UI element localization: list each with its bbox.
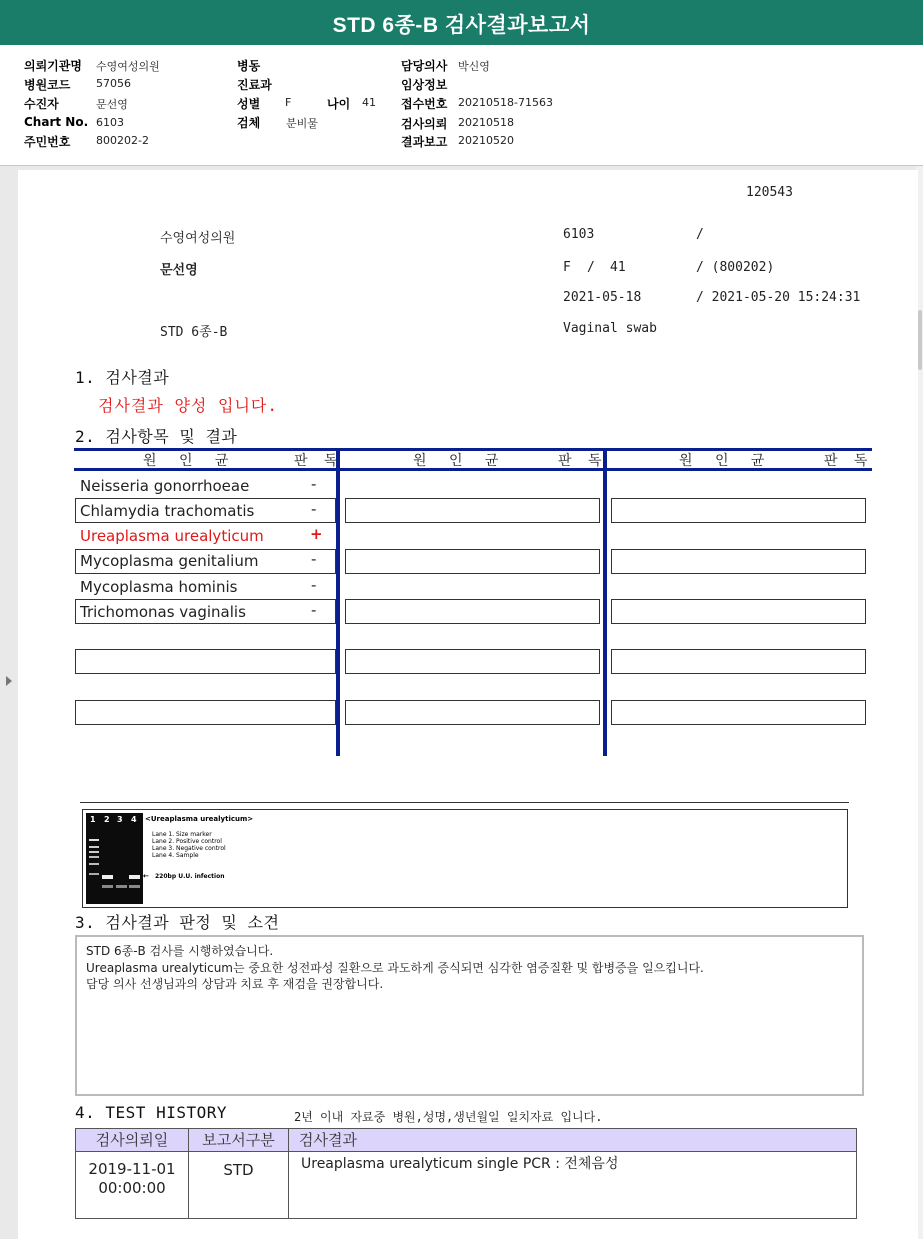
gel-legend: Lane 4. Sample [152, 852, 199, 859]
report-birth: / (800202) [696, 260, 775, 275]
header-value-chart-no: 6103 [96, 116, 124, 129]
result-row-box [611, 700, 866, 725]
opinion-line: Ureaplasma urealyticum는 중요한 성전파성 질환으로 과도하게 증식되면 심각한 염증질환 및 합병증을 일으킵니다. [86, 961, 704, 975]
header-label-receipt-no: 접수번호 [401, 97, 448, 111]
header-label-hospital: 의뢰기관명 [24, 59, 82, 73]
pathogen-result: - [311, 576, 317, 594]
header-label-report-date: 결과보고 [401, 135, 448, 149]
header-value-specimen: 분비물 [286, 117, 318, 130]
history-col-date: 검사의뢰일 [75, 1128, 189, 1152]
report-hospital: 수영여성의원 [160, 231, 236, 246]
result-row-box [611, 549, 866, 574]
report-separator-2: / [587, 260, 595, 275]
divider-line [80, 802, 849, 803]
header-label-specimen: 검체 [237, 116, 261, 130]
result-row-box [611, 649, 866, 674]
gel-band-label: 220bp U.U. infection [155, 873, 225, 880]
history-date: 2019-11-01 [88, 1160, 176, 1178]
report-age: 41 [610, 260, 626, 275]
gel-legend: Lane 1. Size marker [152, 831, 212, 838]
header-value-sex: F [285, 96, 292, 109]
history-result: Ureaplasma urealyticum single PCR : 전체음성 [301, 1156, 619, 1172]
table-column-divider [336, 448, 340, 756]
header-value-age: 41 [362, 96, 376, 109]
pathogen-name-positive: Ureaplasma urealyticum [80, 527, 264, 545]
result-row-box [345, 549, 600, 574]
scrollbar-thumb[interactable] [918, 310, 922, 370]
pathogen-result-positive: + [310, 525, 323, 543]
pathogen-result: - [311, 550, 317, 568]
report-patient-name: 문선영 [160, 263, 198, 278]
header-label-clinical-info: 임상정보 [401, 78, 448, 92]
result-row-box [345, 700, 600, 725]
gel-lane-label: 1 [90, 815, 96, 824]
header-value-receipt-no: 20210518-71563 [458, 96, 553, 109]
col-header-pathogen: 원 인 균 [679, 453, 772, 469]
gel-lane-label: 3 [117, 815, 123, 824]
pathogen-name: Mycoplasma genitalium [80, 552, 259, 570]
gel-lane-label: 2 [104, 815, 110, 824]
pathogen-name: Mycoplasma hominis [80, 578, 238, 596]
header-label-hospital-code: 병원코드 [24, 78, 71, 92]
history-time: 00:00:00 [98, 1179, 166, 1197]
report-sex: F [563, 260, 571, 275]
header-label-resident-no: 주민번호 [24, 135, 71, 149]
result-row-box [345, 599, 600, 624]
header-label-ward: 병동 [237, 59, 261, 73]
opinion-line: 담당 의사 선생님과의 상담과 치료 후 재검을 권장합니다. [86, 977, 384, 991]
result-row-box [611, 599, 866, 624]
col-header-pathogen: 원 인 균 [413, 453, 506, 469]
history-cell-date [75, 1152, 189, 1219]
positive-result-text: 검사결과 양성 입니다. [98, 396, 279, 415]
gel-title: <Ureaplasma urealyticum> [145, 815, 254, 823]
report-id: 120543 [746, 185, 793, 200]
report-specimen: Vaginal swab [563, 321, 657, 336]
opinion-line: STD 6종-B 검사를 시행하였습니다. [86, 944, 274, 958]
header-value-resident-no: 800202-2 [96, 134, 149, 147]
history-type: STD [223, 1161, 254, 1179]
header-value-request-date: 20210518 [458, 116, 514, 129]
result-row-box [75, 649, 336, 674]
report-chart-no: 6103 [563, 227, 595, 242]
section-2-heading: 2. 검사항목 및 결과 [75, 427, 238, 446]
gel-legend: Lane 2. Positive control [152, 838, 222, 845]
header-label-doctor: 담당의사 [401, 59, 448, 73]
gel-lane-label: 4 [131, 815, 137, 824]
header-value-doctor: 박신영 [458, 60, 490, 73]
section-4-heading: 4. TEST HISTORY [75, 1103, 227, 1122]
header-label-sex: 성별 [237, 97, 261, 111]
history-cell-result [289, 1152, 857, 1219]
report-title: STD 6종-B 검사결과보고서 [0, 0, 923, 48]
col-header-result: 판 독 [558, 453, 606, 469]
result-row-box [75, 700, 336, 725]
gel-electrophoresis-image [86, 813, 143, 904]
patient-header [0, 48, 923, 166]
section-3-heading: 3. 검사결과 판정 및 소견 [75, 913, 280, 932]
header-value-report-date: 20210520 [458, 134, 514, 147]
result-row-box [611, 498, 866, 523]
history-note: 2년 이내 자료중 병원,성명,생년월일 일치자료 입니다. [294, 1110, 603, 1124]
header-label-request-date: 검사의뢰 [401, 117, 448, 131]
table-column-divider [603, 448, 607, 756]
history-cell-type [189, 1152, 289, 1219]
pathogen-result: - [311, 475, 317, 493]
pathogen-result: - [311, 601, 317, 619]
report-request-date: 2021-05-18 [563, 290, 642, 305]
history-col-result: 검사결과 [289, 1128, 857, 1152]
report-datetime: / 2021-05-20 15:24:31 [696, 290, 861, 305]
pathogen-name: Chlamydia trachomatis [80, 502, 255, 520]
report-test-name: STD 6종-B [160, 325, 228, 340]
history-col-type: 보고서구분 [189, 1128, 289, 1152]
result-row-box [345, 498, 600, 523]
header-label-age: 나이 [327, 97, 351, 111]
pathogen-result: - [311, 500, 317, 518]
header-value-hospital-code: 57056 [96, 77, 131, 90]
expand-arrow-icon[interactable] [6, 676, 12, 686]
header-label-department: 진료과 [237, 78, 272, 92]
header-value-hospital: 수영여성의원 [96, 60, 160, 73]
header-value-patient: 문선영 [96, 98, 128, 111]
col-header-result: 판 독 [294, 453, 342, 469]
gel-legend: Lane 3. Negative control [152, 845, 226, 852]
gel-band-arrow-icon: ← [143, 872, 149, 880]
header-label-patient: 수진자 [24, 97, 59, 111]
col-header-result: 판 독 [824, 453, 872, 469]
header-label-chart-no: Chart No. [24, 115, 89, 129]
col-header-pathogen: 원 인 균 [143, 453, 236, 469]
section-1-heading: 1. 검사결과 [75, 368, 170, 387]
result-row-box [345, 649, 600, 674]
pathogen-name: Trichomonas vaginalis [80, 603, 246, 621]
report-separator: / [696, 227, 704, 242]
pathogen-name: Neisseria gonorrhoeae [80, 477, 250, 495]
